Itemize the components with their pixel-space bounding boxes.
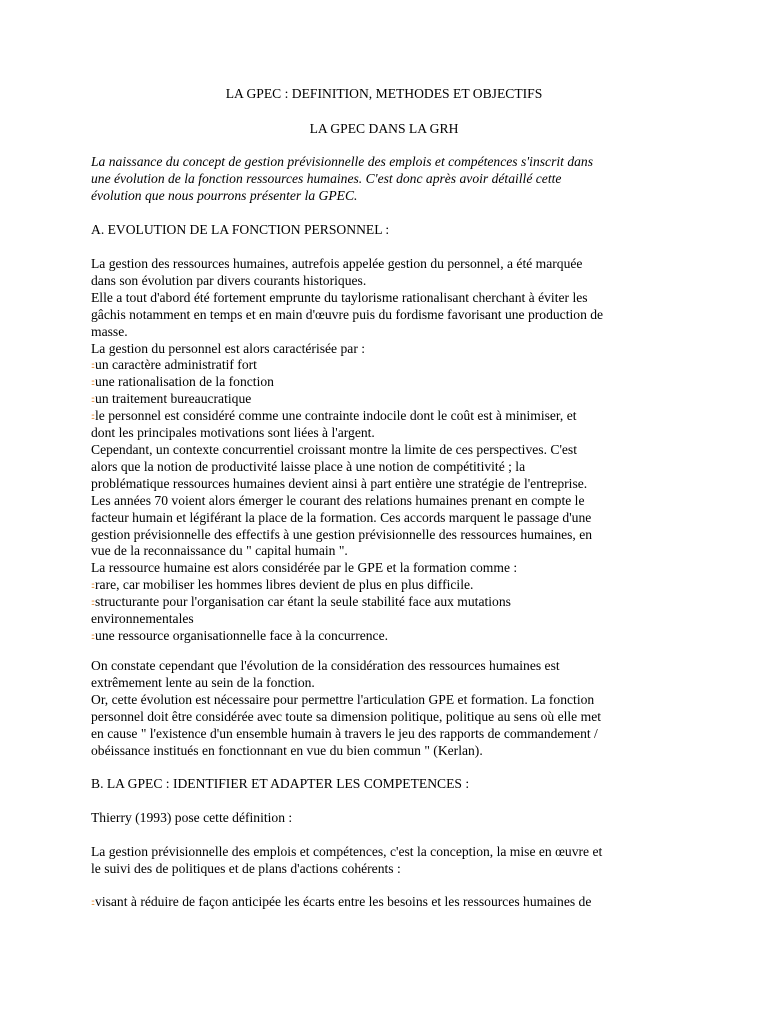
section-b-list xyxy=(91,894,680,911)
bullet-icon: :: xyxy=(91,597,95,608)
text-line: La gestion des ressources humaines, autrefois appelée gestion du personnel, a été marquée xyxy=(91,256,583,271)
text-line: vue de la reconnaissance du " capital humain ". xyxy=(91,543,348,559)
list-item xyxy=(91,577,680,594)
list-item-text: une rationalisation de la fonction xyxy=(95,374,274,390)
section-a-paragraph-1 xyxy=(91,256,680,645)
document-subtitle: LA GPEC DANS LA GRH xyxy=(309,121,459,136)
text-line: gestion prévisionnelle des effectifs à une gestion prévisionnelle des ressources humaines, en xyxy=(91,526,593,542)
section-a-paragraph-3 xyxy=(91,658,680,759)
text-line: La gestion prévisionnelle des emplois et compétences, c'est la conception, la mise en œuvre et xyxy=(91,844,603,859)
text-line: gâchis notamment en temps et en main d'œuvre puis du fordisme favorisant une production de xyxy=(91,306,604,322)
list-item-text: une ressource organisationnelle face à la concurrence. xyxy=(95,627,389,643)
text-line: en cause " l'existence d'un ensemble humain à travers le jeu des rapports de commandement / xyxy=(91,725,598,741)
text-line: une évolution de la fonction ressources humaines. C'est donc après avoir détaillé cette xyxy=(91,170,562,186)
bullet-icon: :: xyxy=(91,630,95,641)
list-item-text: un caractère administratif fort xyxy=(95,357,257,373)
bullet-icon: :: xyxy=(91,377,95,388)
section-b-heading: B. LA GPEC : IDENTIFIER ET ADAPTER LES COMPETENCES : xyxy=(91,776,470,791)
text-line: La ressource humaine est alors considérée par le GPE et la formation comme : xyxy=(91,560,518,576)
text-line: Cependant, un contexte concurrentiel croissant montre la limite de ces perspectives. C'est xyxy=(91,441,577,457)
list-item xyxy=(91,894,680,911)
list-item xyxy=(91,357,680,374)
text-line: La gestion du personnel est alors caractérisée par : xyxy=(91,340,366,356)
section-a-heading: A. EVOLUTION DE LA FONCTION PERSONNEL : xyxy=(91,222,390,237)
list-item xyxy=(91,391,680,408)
list-item-text: visant à réduire de façon anticipée les écarts entre les besoins et les ressources humaines de xyxy=(95,894,592,909)
intro-paragraph xyxy=(91,154,680,205)
list-item-text: un traitement bureaucratique xyxy=(95,391,252,407)
text-line: obéissance institués en fonctionnant en vue du bien commun " (Kerlan). xyxy=(91,742,483,758)
list-item-text: structurante pour l'organisation car étant la seule stabilité face aux mutations xyxy=(95,594,511,610)
bullet-icon: :: xyxy=(91,411,95,422)
list-item-continuation: dont les principales motivations sont liées à l'argent. xyxy=(91,425,375,441)
list-item-continuation: environnementales xyxy=(91,611,194,627)
list-item xyxy=(91,408,680,425)
text-line: personnel doit être considérée avec toute sa dimension politique, politique au sens où elle met xyxy=(91,708,601,724)
text-line: le suivi des de politiques et de plans d'actions cohérents : xyxy=(91,860,401,876)
list-item-text: le personnel est considéré comme une contrainte indocile dont le coût est à minimiser, et xyxy=(95,408,577,424)
list-item xyxy=(91,374,680,391)
document-title: LA GPEC : DEFINITION, METHODES ET OBJECTIFS xyxy=(225,86,543,101)
bullet-icon: :: xyxy=(91,394,95,405)
text-line: alors que la notion de productivité laisse place à une notion de compétitivité ; la xyxy=(91,458,526,474)
bullet-icon: :: xyxy=(91,580,95,591)
text-line: La naissance du concept de gestion prévisionnelle des emplois et compétences s'inscrit dans xyxy=(91,154,593,169)
text-line: Elle a tout d'abord été fortement emprunte du taylorisme rationalisant cherchant à éviter les xyxy=(91,289,588,305)
bullet-icon: :: xyxy=(91,897,95,907)
text-line: facteur humain et légiférant la place de la formation. Ces accords marquent le passage d'une xyxy=(91,509,592,525)
text-line: extrêmement lente au sein de la fonction. xyxy=(91,674,315,690)
text-line: masse. xyxy=(91,323,128,339)
section-b-paragraph-1: Thierry (1993) pose cette définition : xyxy=(91,810,293,825)
text-line: On constate cependant que l'évolution de la considération des ressources humaines est xyxy=(91,658,560,673)
section-b-paragraph-2 xyxy=(91,844,680,878)
text-line: Les années 70 voient alors émerger le courant des relations humaines prenant en compte le xyxy=(91,492,585,508)
list-item xyxy=(91,594,680,611)
list-item xyxy=(91,628,680,645)
list-item-text: rare, car mobiliser les hommes libres devient de plus en plus difficile. xyxy=(95,577,474,593)
text-line: problématique ressources humaines devient ainsi à part entière une stratégie de l'entreprise. xyxy=(91,475,588,491)
text-line: évolution que nous pourrons présenter la GPEC. xyxy=(91,187,358,203)
bullet-icon: :: xyxy=(91,360,95,371)
text-line: dans son évolution par divers courants historiques. xyxy=(91,272,367,288)
text-line: Or, cette évolution est nécessaire pour permettre l'articulation GPE et formation. La fonction xyxy=(91,691,595,707)
